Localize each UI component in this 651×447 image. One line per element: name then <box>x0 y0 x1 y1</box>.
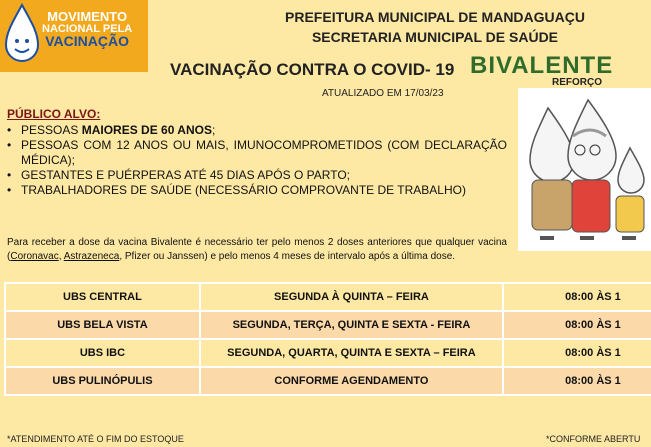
note-text-end: , Pfizer ou Janssen) e pelo menos 4 meses de intervalo após a última dose. <box>119 251 456 262</box>
ze-gotinha-logo-icon <box>2 3 42 69</box>
table-cell-days: CONFORME AGENDAMENTO <box>200 367 503 395</box>
table-row <box>5 339 651 367</box>
table-cell-hours: 08:00 ÀS 1 <box>503 339 651 367</box>
logo-line1: MOVIMENTO <box>47 9 128 24</box>
list-item-text: PESSOAS <box>21 123 82 137</box>
eligibility-note <box>7 236 507 264</box>
opening-footnote: *CONFORME ABERTU <box>546 434 641 444</box>
logo-line2: NACIONAL PELA <box>42 23 133 35</box>
table-cell-unit: UBS BELA VISTA <box>5 311 200 339</box>
table-cell-unit: UBS IBC <box>5 339 200 367</box>
ze-gotinha-family-illustration-icon <box>518 88 651 251</box>
note-text: Para receber a dose da vacina Bivalente é necessário ter pelo menos 2 doses anteriores que qualquer vacina ( <box>7 237 507 262</box>
reforco-label: REFORÇO <box>552 77 602 88</box>
logo-wordmark <box>42 11 132 47</box>
table-cell-hours: 08:00 ÀS 1 <box>503 367 651 395</box>
table-row <box>5 367 651 395</box>
municipality-title: PREFEITURA MUNICIPAL DE MANDAGUAÇU <box>285 9 585 25</box>
table-cell-hours: 08:00 ÀS 1 <box>503 311 651 339</box>
campaign-title: VACINAÇÃO CONTRA O COVID- 19 <box>170 60 455 79</box>
table-cell-days: SEGUNDA À QUINTA – FEIRA <box>200 283 503 311</box>
table-cell-days: SEGUNDA, TERÇA, QUINTA E SEXTA - FEIRA <box>200 311 503 339</box>
list-item <box>7 183 507 198</box>
bivalente-heading: BIVALENTE <box>470 52 614 79</box>
list-item <box>7 138 507 168</box>
table-cell-days: SEGUNDA, QUARTA, QUINTA E SEXTA – FEIRA <box>200 339 503 367</box>
table-row <box>5 283 651 311</box>
table-cell-hours: 08:00 ÀS 1 <box>503 283 651 311</box>
note-separator: , <box>58 251 64 262</box>
list-item-text: GESTANTES E PUÉRPERAS ATÉ 45 DIAS APÓS O PARTO; <box>21 168 350 182</box>
list-item-text: PESSOAS COM 12 ANOS OU MAIS, IMUNOCOMPROMETIDOS (COM DECLARAÇÃO MÉDICA); <box>21 138 507 167</box>
stock-footnote: *ATENDIMENTO ATÉ O FIM DO ESTOQUE <box>7 434 184 444</box>
table-cell-unit: UBS PULINÓPULIS <box>5 367 200 395</box>
list-item <box>7 123 507 138</box>
target-public-list <box>7 123 507 198</box>
updated-date: ATUALIZADO EM 17/03/23 <box>322 88 444 99</box>
logo-line3: VACINAÇÃO <box>45 33 129 49</box>
note-brand-coronavac: Coronavac <box>10 251 59 262</box>
list-item-suffix: ; <box>211 123 216 137</box>
department-title: SECRETARIA MUNICIPAL DE SAÚDE <box>311 29 559 45</box>
table-row <box>5 311 651 339</box>
list-item-emphasis: MAIORES DE 60 ANOS <box>81 123 212 137</box>
list-item-text: TRABALHADORES DE SAÚDE (NECESSÁRIO COMPROVANTE DE TRABALHO) <box>21 183 466 197</box>
table-cell-unit: UBS CENTRAL <box>5 283 200 311</box>
campaign-logo <box>0 0 148 72</box>
target-public-heading: PÚBLICO ALVO: <box>7 107 101 121</box>
list-item <box>7 168 507 183</box>
vaccination-schedule-table <box>4 282 651 396</box>
note-brand-astrazeneca: Astrazeneca <box>63 251 120 262</box>
